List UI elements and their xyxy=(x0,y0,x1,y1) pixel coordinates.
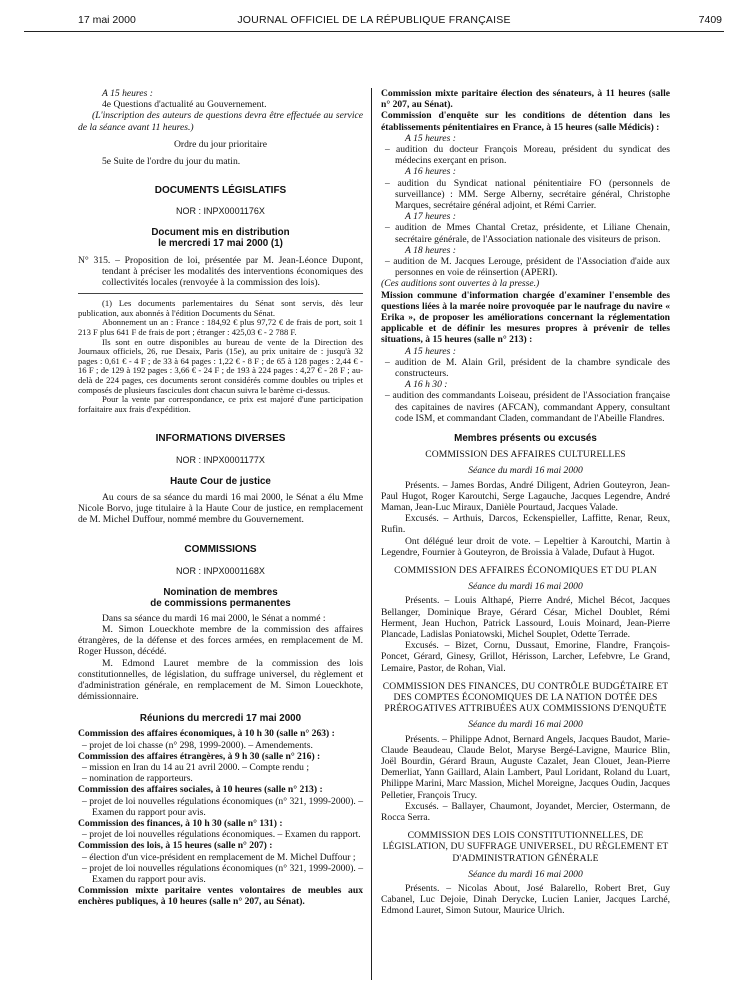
seance-date: Séance du mardi 16 mai 2000 xyxy=(468,868,583,880)
present-list: Présents. – Philippe Adnot, Bernard Angels, Jacques Baudot, Marie-Claude Beaudeau, Claude Belot, Maryse Bergé-Lavigne, Maurice Blin, Joël Bourdin, Gérard Braun, Auguste Cazalet, Jean Clouet, Jean-Pierre Demerliat, Yann Gaillard, Alain Lambert, Paul Loridant, Roland du Luart, Philippe Marini, Marc Massion, Michel Moreigne, Jacques Oudin, Jacques Pelletier, François Trucy. xyxy=(381,733,670,801)
time-label: A 15 heures : xyxy=(405,132,456,144)
subsection-title: Document mis en distribution xyxy=(151,226,290,238)
meeting-heading: Commission des affaires sociales, à 10 heures (salle n° 213) : xyxy=(78,784,323,796)
header-rule xyxy=(24,31,724,32)
meeting-item: – projet de loi nouvelles régulations économiques (n° 321, 1999-2000). – Examen du rapport pour avis. xyxy=(82,862,363,886)
meeting-heading: Commission d'enquête sur les conditions de détention dans les établissements pénitentiaires en France, à 15 heures (salle Médicis) : xyxy=(381,110,670,133)
paragraph: M. Simon Loueckhote membre de la commission des affaires étrangères, de la défense et des forces armées, en remplacement de M. Roger Husson, décédé. xyxy=(78,623,363,658)
paragraph: Au cours de sa séance du mardi 16 mai 2000, le Sénat a élu Mme Nicole Borvo, juge titulaire à la Haute Cour de justice, en remplacement de M. Michel Duffour, nommé membre du Gouvernement. xyxy=(78,491,363,526)
document-entry: N° 315. – Proposition de loi, présentée par M. Jean-Léonce Dupont, tendant à préciser les modalités des interventions économiques des collectivités locales (renvoyée à la commission des lois). xyxy=(78,254,363,289)
meeting-item: – audition des commandants Loiseau, président de l'Association française des capitaines de navires (AFCAN), commandant Appery, consultant code ISM, et commandant Claden, commandant de l'Abeille Flandres. xyxy=(385,390,670,424)
footnote xyxy=(78,299,363,414)
agenda-item: 4e Questions d'actualité au Gouvernement. xyxy=(102,99,267,111)
subsection-title: Membres présents ou excusés xyxy=(454,433,597,445)
agenda-item: 5e Suite de l'ordre du jour du matin. xyxy=(102,156,241,168)
time-label: A 16 heures : xyxy=(405,166,456,178)
nor-reference: NOR : INPX0001177X xyxy=(176,454,265,465)
nor-reference: NOR : INPX0001168X xyxy=(176,565,265,576)
footnote-text: Ils sont en outre disponibles au bureau de vente de la Direction des Journaux officiels, 26, rue Desaix, Paris (15e), au prix unitaire de : jusqu'à 32 pages : 0,61 € - 4 F ; de 33 à 64 pages : 1,22 € - 8 F ; de 65 à 128 pages : 2,44 € - 16 F ; de 129 à 192 pages : 3,66 € - 24 F ; de 193 à 224 pages : 4,27 € - 28 F ; au-delà de 224 pages, ces documents seront considérés comme doubles ou triples et composés de plusieurs fascicules dont chacun suivra le barème ci-dessus. xyxy=(78,336,363,395)
meeting-item: – projet de loi nouvelles régulations économiques (n° 321, 1999-2000). – Examen du rapport pour avis. xyxy=(82,795,363,818)
subsection-title: de commissions permanentes xyxy=(150,597,291,609)
excused-list: Excusés. – Arthuis, Darcos, Eckenspieller, Laffitte, Renar, Reux, Rufin. xyxy=(381,513,670,536)
meeting-item: – audition du Syndicat national pénitentiaire FO (personnels de surveillance) : MM. Serge Alberny, secrétaire général, Christophe Marques, secrétaire général adjoint, et Rémi Carrier. xyxy=(385,177,670,212)
meeting-item: – audition de M. Jacques Lerouge, président de l'Association d'aide aux personnes en voie de réinsertion (APERI). xyxy=(385,256,670,279)
meeting-heading: Commission des affaires étrangères, à 9 h 30 (salle n° 216) : xyxy=(78,750,321,762)
meeting-heading: Commission mixte paritaire ventes volontaires de meubles aux enchères publiques, à 10 heures (salle n° 207, au Sénat). xyxy=(78,885,363,908)
paragraph: Dans sa séance du mardi 16 mai 2000, le Sénat a nommé : xyxy=(102,612,326,624)
meeting-item: – audition de M. Alain Gril, président de la chambre syndicale des constructeurs. xyxy=(385,356,670,380)
paragraph: M. Edmond Lauret membre de la commission des lois constitutionnelles, de législation, du suffrage universel, du règlement et d'administration générale, en remplacement de M. Simon Loueckhote, démissionnaire. xyxy=(78,657,363,703)
meeting-heading: Commission mixte paritaire élection des sénateurs, à 11 heures (salle n° 207, au Sénat). xyxy=(381,88,670,111)
meeting-item: – mission en Iran du 14 au 21 avril 2000. – Compte rendu ; xyxy=(82,762,310,774)
subsection-title: Haute Cour de justice xyxy=(170,475,271,487)
commission-title: COMMISSION DES FINANCES, DU CONTRÔLE BUDGÉTAIRE ET DES COMPTES ÉCONOMIQUES DE LA NATION DOTÉE DES PRÉROGATIVES ATTRIBUÉES AUX COMMISSIONS D'ENQUÊTE xyxy=(382,680,669,715)
agenda-note: (L'inscription des auteurs de questions devra être effectuée au service de la séance avant 11 heures.) xyxy=(78,110,363,133)
nor-reference: NOR : INPX0001176X xyxy=(176,206,265,217)
commission-title: COMMISSION DES AFFAIRES CULTURELLES xyxy=(425,449,626,461)
subsection-title: Réunions du mercredi 17 mai 2000 xyxy=(139,713,302,725)
meeting-item: – projet de loi nouvelles régulations économiques. – Examen du rapport. xyxy=(82,829,361,841)
meeting-item: – nomination de rapporteurs. xyxy=(82,773,193,785)
present-list: Présents. – Nicolas About, José Balarello, Robert Bret, Guy Cabanel, Luc Dejoie, Dinah Derycke, Lucien Lanier, Jacques Larché, Edmond Lauret, Simon Sutour, Maurice Ulrich. xyxy=(381,883,670,917)
time-label: A 15 heures : xyxy=(102,88,153,99)
delegated-list: Ont délégué leur droit de vote. – Lepeltier à Karoutchi, Martin à Legendre, Fournier à Gouteyron, de Broissia à Valade, Dufaut à Hugot. xyxy=(381,535,670,558)
right-column xyxy=(381,88,670,917)
footnote-rule xyxy=(78,293,363,294)
meeting-item: – projet de loi chasse (n° 298, 1999-2000). – Amendements. xyxy=(82,739,313,751)
footnote-text: (1) Les documents parlementaires du Sénat sont servis, dès leur publication, aux abonnés à l'édition Documents du Sénat. xyxy=(78,298,363,318)
time-label: A 17 heures : xyxy=(405,211,456,223)
meeting-heading: Mission commune d'information chargée d'examiner l'ensemble des questions liées à la marée noire provoquée par le naufrage du navire « Erika », de proposer les améliorations concernant la réglementation applicable et de définir les mesures propres à prévenir de telles situations, à 15 heures (salle n° 213) : xyxy=(381,289,670,346)
page-header xyxy=(24,14,724,30)
subsection-title: Nomination de membres xyxy=(163,586,278,598)
column-divider xyxy=(371,88,372,980)
section-title-commissions: COMMISSIONS xyxy=(184,544,257,556)
page-number: 7409 xyxy=(698,14,722,26)
header-date: 17 mai 2000 xyxy=(78,14,136,26)
subsection-title: le mercredi 17 mai 2000 (1) xyxy=(158,237,283,249)
meeting-item: – audition de Mmes Chantal Cretaz, présidente, et Liliane Chenain, secrétaire générale, de l'Association nationale des visiteurs de prison. xyxy=(385,222,670,245)
section-title-informations: INFORMATIONS DIVERSES xyxy=(155,433,286,445)
commission-title: COMMISSION DES AFFAIRES ÉCONOMIQUES ET DU PLAN xyxy=(394,564,657,576)
seance-date: Séance du mardi 16 mai 2000 xyxy=(468,581,583,593)
section-title-documents: DOCUMENTS LÉGISLATIFS xyxy=(154,185,287,197)
seance-date: Séance du mardi 16 mai 2000 xyxy=(468,719,583,731)
time-label: A 16 h 30 : xyxy=(405,379,448,391)
left-column xyxy=(78,88,363,908)
meeting-note: (Ces auditions sont ouvertes à la presse.) xyxy=(381,278,540,290)
meeting-item: – audition du docteur François Moreau, président du syndicat des médecins exerçant en prison. xyxy=(385,144,670,167)
agenda-heading: Ordre du jour prioritaire xyxy=(174,138,267,150)
time-label: A 15 heures : xyxy=(405,345,456,357)
meeting-heading: Commission des affaires économiques, à 10 h 30 (salle n° 263) : xyxy=(78,728,335,740)
commission-title: COMMISSION DES LOIS CONSTITUTIONNELLES, DE LÉGISLATION, DU SUFFRAGE UNIVERSEL, DU RÈGLEMENT ET D'ADMINISTRATION GÉNÉRALE xyxy=(382,830,669,864)
seance-date: Séance du mardi 16 mai 2000 xyxy=(468,465,583,477)
journal-title: JOURNAL OFFICIEL DE LA RÉPUBLIQUE FRANÇAISE xyxy=(237,14,511,26)
present-list: Présents. – James Bordas, André Diligent, Adrien Gouteyron, Jean-Paul Hugot, Roger Karoutchi, Serge Lagauche, Jacques Legendre, André Maman, Jean-Luc Miraux, Danièle Pourtaud, Jacques Valade. xyxy=(381,479,670,513)
present-list: Présents. – Louis Althapé, Pierre André, Michel Bécot, Jacques Bellanger, Dominique Braye, Gérard César, Michel Doublet, Rémi Herment, Jean Huchon, Patrick Lassourd, Louis Moinard, Jean-Pierre Plancade, Ladislas Poniatowski, Michel Souplet, Odette Terrade. xyxy=(381,595,670,640)
time-label: A 18 heures : xyxy=(405,244,456,256)
footnote-text: Pour la vente par correspondance, ce prix est majoré d'une participation forfaitaire aux frais d'expédition. xyxy=(78,394,363,414)
meeting-item: – élection d'un vice-président en remplacement de M. Michel Duffour ; xyxy=(82,851,356,863)
meeting-heading: Commission des finances, à 10 h 30 (salle n° 131) : xyxy=(78,818,283,830)
excused-list: Excusés. – Bizet, Cornu, Dussaut, Emorine, Flandre, François-Poncet, Gérard, Ginesy, Grillot, Hérisson, Larcher, Lefebvre, Le Grand, Lemaire, Pastor, de Rohan, Vial. xyxy=(381,640,670,674)
excused-list: Excusés. – Ballayer, Chaumont, Joyandet, Mercier, Ostermann, de Rocca Serra. xyxy=(381,800,670,823)
footnote-text: Abonnement un an : France : 184,92 € plus 97,72 € de frais de port, soit 1 213 F plus 641 F de frais de port ; étranger : 425,03 € - 2 788 F. xyxy=(78,317,363,338)
meeting-heading: Commission des lois, à 15 heures (salle n° 207) : xyxy=(78,840,273,852)
